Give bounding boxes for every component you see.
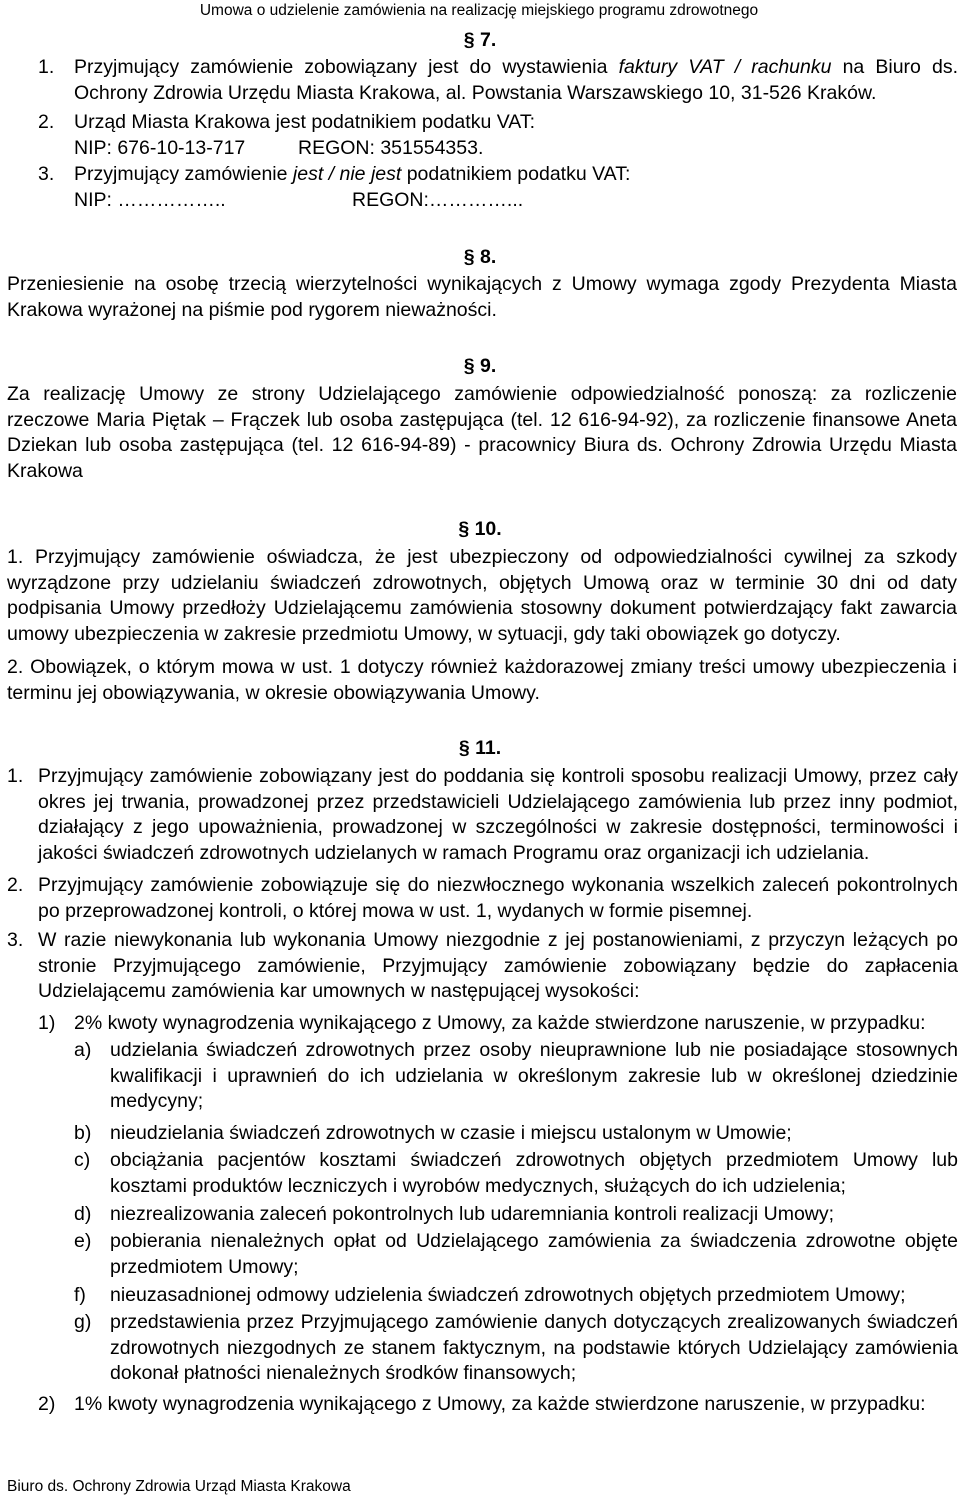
- letter-c-text: obciążania pacjentów kosztami świadczeń zdrowotnych objętych przedmiotem Umowy lub kosztami produktów leczniczych i wyrobów medycznych, służących do ich udzielenia;: [110, 1149, 958, 1197]
- letter-d-marker: d): [74, 1203, 92, 1225]
- s11-sub-2-number: 2): [38, 1393, 56, 1415]
- s11-item-2-number: 2.: [7, 874, 24, 896]
- s11-item-1: Przyjmujący zamówienie zobowiązany jest do poddania się kontroli sposobu realizacji Umowy, przez cały okres jej trwania, prowadzonej przez przedstawicieli Udzielającego zamówienia lub przez inny podmiot, działający z jego upoważnienia, prowadzonej w szczególności w zakresie dostępności, terminowości i jakości świadczeń zdrowotnych udzielanych w ramach Programu oraz organizacji ich udzielania.: [38, 765, 958, 864]
- document-footer: Biuro ds. Ochrony Zdrowia Urząd Miasta Krakowa: [7, 1478, 351, 1495]
- s7-item-3-text-b: jest / nie jest: [292, 163, 402, 185]
- section-11-heading: § 11.: [458, 737, 502, 759]
- section-8-heading: § 8.: [463, 246, 497, 268]
- s11-sub-1-number: 1): [38, 1012, 56, 1034]
- s7-item-3-number: 3.: [38, 163, 55, 185]
- s11-sub-1: 2% kwoty wynagrodzenia wynikającego z Umowy, za każde stwierdzone naruszenie, w przypadku:: [74, 1012, 926, 1034]
- letter-g-text: przedstawienia przez Przyjmującego zamówienie danych dotyczących zrealizowanych świadczeń zdrowotnych niezgodnych ze stanem faktycznym, na podstawie których Udzielający zamówienia dokonał płatności nienależnych środków finansowych;: [110, 1311, 958, 1384]
- s7-item-1-text-b: faktury VAT / rachunku: [618, 56, 832, 78]
- s11-item-1-number: 1.: [7, 765, 24, 787]
- letter-c-marker: c): [74, 1149, 91, 1171]
- s7-item-2-regon: REGON: 351554353.: [298, 137, 484, 159]
- s10-paragraph-1: 1. Przyjmujący zamówienie oświadcza, że jest ubezpieczony od odpowiedzialności cywilnej za szkody wyrządzone przy udzielaniu świadczeń zdrowotnych, objętych Umową oraz w terminie 30 dni od daty podpisania Umowy przedłoży Udzielającemu zamówienia stosowny dokument potwierdzający fakt zawarcia umowy ubezpieczenia w zakresie przedmiotu Umowy, w sytuacji, gdy taki obowiązek go dotyczy.: [7, 546, 957, 645]
- letter-g-marker: g): [74, 1311, 92, 1333]
- s8-paragraph: Przeniesienie na osobę trzecią wierzytelności wynikających z Umowy wymaga zgody Prezydenta Miasta Krakowa wyrażonej na piśmie pod rygorem nieważności.: [7, 273, 957, 321]
- s7-item-1-number: 1.: [38, 56, 55, 78]
- s7-item-3-text-c: podatnikiem podatku VAT:: [401, 163, 631, 185]
- s7-item-3-regon: REGON:…………...: [352, 189, 524, 211]
- letter-a-marker: a): [74, 1039, 92, 1061]
- s11-item-3-number: 3.: [7, 929, 24, 951]
- s7-item-3-nip: NIP: ……………..: [74, 189, 226, 211]
- s7-item-1: [74, 55, 958, 106]
- letter-d-text: niezrealizowania zaleceń pokontrolnych lub udaremniania kontroli realizacji Umowy;: [110, 1203, 835, 1225]
- s7-item-1-text-c: na Biuro ds. Ochrony Zdrowia Urzędu Miasta Krakowa, al. Powstania Warszawskiego 10, 31-526 Kraków.: [74, 56, 959, 104]
- s10-paragraph-2: 2. Obowiązek, o którym mowa w ust. 1 dotyczy również każdorazowej zmiany treści umowy ubezpieczenia i terminu jej obowiązywania, w okresie obowiązywania Umowy.: [7, 656, 957, 704]
- letter-e-text: pobierania nienależnych opłat od Udzielającego zamówienia za świadczenia zdrowotne objęte przedmiotem Umowy;: [110, 1230, 958, 1278]
- s11-item-3: W razie niewykonania lub wykonania Umowy niezgodnie z jej postanowieniami, z przyczyn leżących po stronie Przyjmującego zamówienie, Przyjmujący zamówienie zobowiązany będzie do zapłacenia Udzielającemu zamówienia kar umownych w następującej wysokości:: [38, 929, 958, 1002]
- s11-item-2: Przyjmujący zamówienie zobowiązuje się do niezwłocznego wykonania wszelkich zaleceń pokontrolnych po przeprowadzonej kontroli, o której mowa w ust. 1, wydanych w formie pisemnej.: [38, 874, 958, 922]
- letter-b-text: nieudzielania świadczeń zdrowotnych w czasie i miejscu ustalonym w Umowie;: [110, 1122, 792, 1144]
- letter-e-marker: e): [74, 1230, 92, 1252]
- section-7-heading: § 7.: [463, 29, 497, 51]
- section-10-heading: § 10.: [458, 518, 502, 540]
- letter-b-marker: b): [74, 1122, 92, 1144]
- s11-sub-2: 1% kwoty wynagrodzenia wynikającego z Umowy, za każde stwierdzone naruszenie, w przypadku:: [74, 1393, 926, 1415]
- letter-f-marker: f): [74, 1284, 86, 1306]
- document-header: Umowa o udzielenie zamówienia na realizację miejskiego programu zdrowotnego: [199, 2, 759, 19]
- s7-item-3-text-a: Przyjmujący zamówienie: [74, 163, 293, 185]
- s9-paragraph: Za realizację Umowy ze strony Udzielającego zamówienie odpowiedzialność ponoszą: za rozliczenie rzeczowe Maria Piętak – Frączek lub osoba zastępująca (tel. 12 616-94-92), za rozliczenie finansowe Aneta Dziekan lub osoba zastępująca (tel. 12 616-94-89) - pracownicy Biura ds. Ochrony Zdrowia Urzędu Miasta Krakowa: [7, 383, 957, 482]
- s7-item-2-line1: Urząd Miasta Krakowa jest podatnikiem podatku VAT:: [74, 111, 535, 133]
- s7-item-2-nip: NIP: 676-10-13-717: [74, 137, 246, 159]
- s7-item-3-line1: [74, 162, 958, 188]
- letter-a-text: udzielania świadczeń zdrowotnych przez osoby nieuprawnione lub nie posiadające stosownych kwalifikacji i uprawnień do ich udzielania w określonym zakresie lub w określonej dziedzinie medycyny;: [110, 1039, 958, 1112]
- section-9-heading: § 9.: [463, 355, 497, 377]
- s7-item-1-text-a: Przyjmujący zamówienie zobowiązany jest do wystawienia: [74, 56, 619, 78]
- letter-f-text: nieuzasadnionej odmowy udzielenia świadczeń zdrowotnych objętych przedmiotem Umowy;: [110, 1284, 906, 1306]
- s7-item-2-number: 2.: [38, 111, 55, 133]
